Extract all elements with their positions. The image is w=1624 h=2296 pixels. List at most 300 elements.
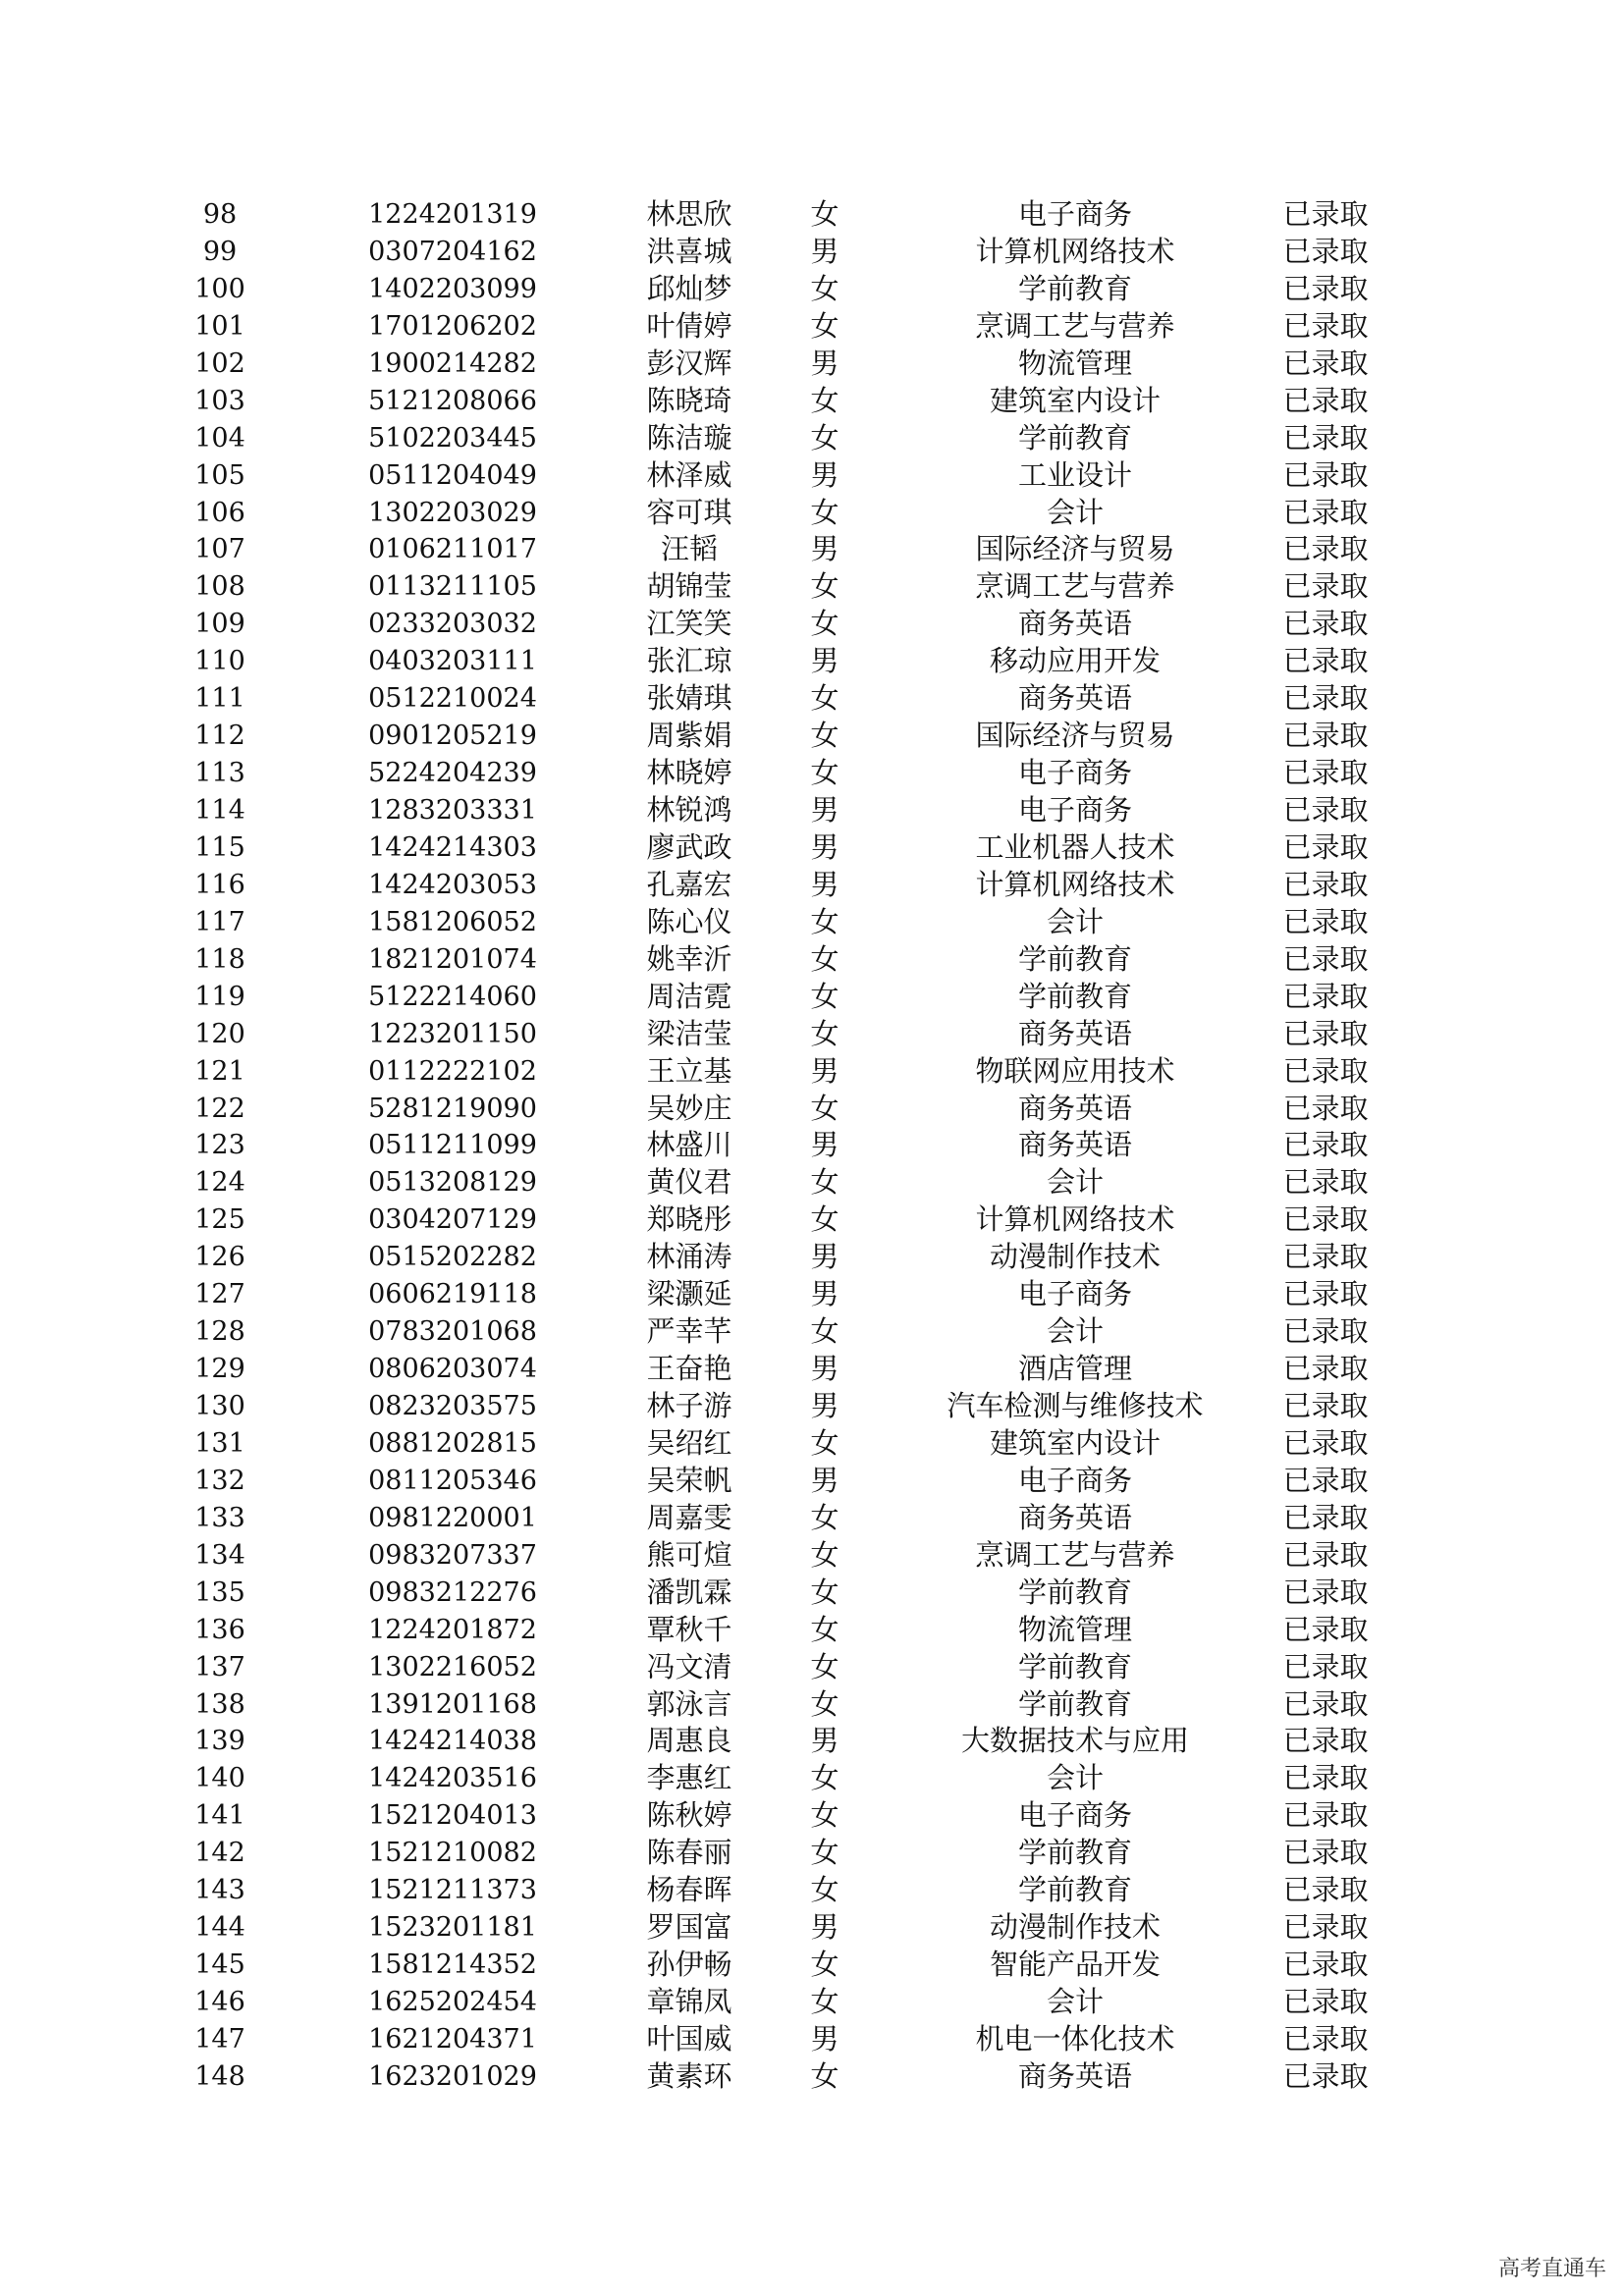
major: 商务英语: [1017, 2058, 1132, 2093]
candidate-id: 1581214352: [368, 1949, 537, 1981]
row-number: 101: [194, 310, 245, 342]
admission-status: 已录取: [1282, 420, 1369, 454]
major: 会计: [1046, 1985, 1104, 2018]
candidate-id: 0981220001: [368, 1502, 537, 1533]
admission-status: 已录取: [1282, 1537, 1369, 1572]
student-name: 林盛川: [646, 1128, 732, 1162]
major: 商务英语: [1017, 1128, 1132, 1162]
table-row: [0, 792, 1624, 829]
table-row: [0, 1127, 1624, 1164]
candidate-id: 1623201029: [368, 2060, 537, 2092]
candidate-id: 0513208129: [368, 1167, 537, 1199]
table-row: [0, 1760, 1624, 1797]
admission-status: 已录取: [1282, 2021, 1369, 2056]
candidate-id: 1424214303: [368, 831, 537, 863]
row-number: 116: [194, 869, 245, 900]
table-row: [0, 643, 1624, 680]
table-row: [0, 495, 1624, 532]
table-row: [0, 1276, 1624, 1313]
major: 工业机器人技术: [975, 829, 1175, 864]
table-row: [0, 680, 1624, 718]
row-number: 106: [194, 497, 245, 528]
gender: 女: [810, 1314, 839, 1349]
table-row: [0, 1686, 1624, 1724]
student-name: 汪韬: [660, 532, 718, 566]
table-row: [0, 1500, 1624, 1537]
major: 机电一体化技术: [975, 2021, 1175, 2056]
row-number: 139: [194, 1726, 245, 1757]
gender: 女: [810, 607, 839, 641]
major: 会计: [1046, 1165, 1104, 1200]
gender: 男: [810, 2021, 839, 2056]
major: 学前教育: [1017, 1649, 1132, 1683]
gender: 男: [810, 1910, 839, 1945]
student-name: 林泽威: [646, 457, 732, 492]
admission-status: 已录取: [1282, 1091, 1369, 1125]
admission-status: 已录取: [1282, 1277, 1369, 1311]
gender: 女: [810, 1202, 839, 1237]
major: 烹调工艺与营养: [975, 1537, 1175, 1572]
student-name: 黄仪君: [646, 1165, 732, 1200]
gender: 男: [810, 1389, 839, 1422]
major: 动漫制作技术: [989, 1910, 1161, 1945]
admission-status: 已录取: [1282, 457, 1369, 492]
major: 商务英语: [1017, 681, 1132, 716]
admission-status: 已录取: [1282, 569, 1369, 604]
gender: 女: [810, 1575, 839, 1609]
candidate-id: 0901205219: [368, 721, 537, 752]
admission-status: 已录取: [1282, 1724, 1369, 1758]
table-row: [0, 755, 1624, 792]
student-name: 吴妙庄: [646, 1091, 732, 1125]
major: 智能产品开发: [989, 1948, 1161, 1982]
admission-status: 已录取: [1282, 234, 1369, 268]
admission-status: 已录取: [1282, 867, 1369, 901]
major: 电子商务: [1017, 1463, 1132, 1497]
row-number: 128: [194, 1316, 245, 1348]
major: 会计: [1046, 904, 1104, 938]
table-row: [0, 1947, 1624, 1984]
row-number: 123: [194, 1130, 245, 1161]
row-number: 133: [194, 1502, 245, 1533]
student-name: 周惠良: [646, 1724, 732, 1758]
candidate-id: 0983212276: [368, 1576, 537, 1608]
row-number: 103: [194, 385, 245, 416]
gender: 男: [810, 829, 839, 864]
major: 电子商务: [1017, 1277, 1132, 1311]
student-name: 王立基: [646, 1053, 732, 1088]
gender: 女: [810, 1091, 839, 1125]
student-name: 杨春晖: [646, 1873, 732, 1907]
candidate-id: 0606219118: [368, 1279, 537, 1310]
major: 商务英语: [1017, 607, 1132, 641]
candidate-id: 1283203331: [368, 795, 537, 826]
major: 学前教育: [1017, 1873, 1132, 1907]
major: 学前教育: [1017, 1836, 1132, 1870]
candidate-id: 0113211105: [368, 571, 537, 603]
table-row: [0, 1091, 1624, 1128]
table-row: [0, 568, 1624, 606]
student-name: 容可琪: [646, 495, 732, 529]
major: 会计: [1046, 1761, 1104, 1795]
row-number: 135: [194, 1576, 245, 1608]
gender: 男: [810, 234, 839, 268]
table-row: [0, 718, 1624, 755]
gender: 女: [810, 681, 839, 716]
student-name: 林涌涛: [646, 1240, 732, 1274]
admission-status: 已录取: [1282, 1389, 1369, 1422]
admission-status: 已录取: [1282, 271, 1369, 305]
table-row: [0, 1016, 1624, 1053]
row-number: 125: [194, 1204, 245, 1236]
candidate-id: 0233203032: [368, 609, 537, 640]
row-number: 145: [194, 1949, 245, 1981]
gender: 女: [810, 1798, 839, 1833]
admission-status: 已录取: [1282, 607, 1369, 641]
major: 酒店管理: [1017, 1352, 1132, 1386]
gender: 女: [810, 756, 839, 790]
row-number: 124: [194, 1167, 245, 1199]
student-name: 胡锦莹: [646, 569, 732, 604]
table-row: [0, 979, 1624, 1016]
major: 商务英语: [1017, 1016, 1132, 1050]
student-name: 罗国富: [646, 1910, 732, 1945]
admission-status: 已录取: [1282, 308, 1369, 343]
admission-status: 已录取: [1282, 1016, 1369, 1050]
row-number: 117: [194, 906, 245, 937]
table-row: [0, 196, 1624, 234]
admission-status: 已录取: [1282, 1836, 1369, 1870]
table-row: [0, 941, 1624, 979]
student-name: 郑晓彤: [646, 1202, 732, 1237]
gender: 女: [810, 420, 839, 454]
table-row: [0, 1537, 1624, 1575]
major: 物流管理: [1017, 1612, 1132, 1646]
table-row: [0, 1723, 1624, 1760]
student-name: 叶国威: [646, 2021, 732, 2056]
student-name: 江笑笑: [646, 607, 732, 641]
major: 大数据技术与应用: [960, 1724, 1189, 1758]
admission-status: 已录取: [1282, 1240, 1369, 1274]
candidate-id: 0823203575: [368, 1391, 537, 1421]
table-row: [0, 1835, 1624, 1872]
admission-status: 已录取: [1282, 1575, 1369, 1609]
candidate-id: 0811205346: [368, 1465, 537, 1496]
gender: 女: [810, 308, 839, 343]
admission-status: 已录取: [1282, 1500, 1369, 1534]
table-row: [0, 867, 1624, 904]
admission-status: 已录取: [1282, 644, 1369, 678]
candidate-id: 1521210082: [368, 1838, 537, 1869]
table-row: [0, 1239, 1624, 1276]
student-name: 严幸芊: [646, 1314, 732, 1349]
row-number: 143: [194, 1875, 245, 1906]
major: 动漫制作技术: [989, 1240, 1161, 1274]
row-number: 107: [194, 534, 245, 565]
candidate-id: 1900214282: [368, 347, 537, 379]
table-row: [0, 606, 1624, 643]
candidate-id: 1521204013: [368, 1800, 537, 1832]
gender: 女: [810, 1761, 839, 1795]
admission-status: 已录取: [1282, 1761, 1369, 1795]
gender: 女: [810, 1948, 839, 1982]
major: 电子商务: [1017, 197, 1132, 231]
major: 烹调工艺与营养: [975, 569, 1175, 604]
student-name: 张汇琼: [646, 644, 732, 678]
candidate-id: 1625202454: [368, 1987, 537, 2017]
admission-status: 已录取: [1282, 681, 1369, 716]
admission-status: 已录取: [1282, 1352, 1369, 1386]
table-row: [0, 1797, 1624, 1835]
major: 计算机网络技术: [975, 867, 1175, 901]
row-number: 138: [194, 1688, 245, 1720]
candidate-id: 0304207129: [368, 1204, 537, 1236]
table-row: [0, 1649, 1624, 1686]
major: 学前教育: [1017, 1575, 1132, 1609]
row-number: 119: [194, 981, 245, 1012]
candidate-id: 0512210024: [368, 683, 537, 715]
student-name: 张婧琪: [646, 681, 732, 716]
gender: 女: [810, 1649, 839, 1683]
row-number: 118: [194, 943, 245, 975]
student-name: 廖武政: [646, 829, 732, 864]
table-row: [0, 457, 1624, 495]
gender: 女: [810, 1165, 839, 1200]
student-name: 周紫娟: [646, 719, 732, 753]
student-name: 黄素环: [646, 2058, 732, 2093]
candidate-id: 0881202815: [368, 1427, 537, 1459]
student-name: 孔嘉宏: [646, 867, 732, 901]
candidate-id: 0515202282: [368, 1242, 537, 1273]
admission-status: 已录取: [1282, 532, 1369, 566]
major: 会计: [1046, 495, 1104, 529]
gender: 男: [810, 1240, 839, 1274]
table-row: [0, 346, 1624, 383]
gender: 男: [810, 457, 839, 492]
student-name: 孙伊畅: [646, 1948, 732, 1982]
gender: 男: [810, 1053, 839, 1088]
admission-status: 已录取: [1282, 1910, 1369, 1945]
row-number: 129: [194, 1354, 245, 1385]
student-name: 章锦凤: [646, 1985, 732, 2018]
student-name: 潘凯霖: [646, 1575, 732, 1609]
gender: 女: [810, 1500, 839, 1534]
gender: 女: [810, 1425, 839, 1460]
major: 物流管理: [1017, 346, 1132, 380]
gender: 男: [810, 1724, 839, 1758]
major: 国际经济与贸易: [975, 532, 1175, 566]
gender: 男: [810, 1463, 839, 1497]
row-number: 147: [194, 2023, 245, 2055]
admission-status: 已录取: [1282, 1425, 1369, 1460]
row-number: 112: [194, 721, 245, 752]
major: 学前教育: [1017, 979, 1132, 1013]
admission-status: 已录取: [1282, 1948, 1369, 1982]
candidate-id: 0307204162: [368, 236, 537, 267]
candidate-id: 0783201068: [368, 1316, 537, 1348]
gender: 女: [810, 1686, 839, 1721]
table-row: [0, 420, 1624, 457]
row-number: 99: [202, 236, 238, 267]
admission-status: 已录取: [1282, 1649, 1369, 1683]
gender: 男: [810, 1128, 839, 1162]
admission-status: 已录取: [1282, 1612, 1369, 1646]
student-name: 彭汉辉: [646, 346, 732, 380]
gender: 女: [810, 271, 839, 305]
candidate-id: 5102203445: [368, 422, 537, 454]
gender: 男: [810, 1352, 839, 1386]
row-number: 102: [194, 347, 245, 379]
major: 学前教育: [1017, 420, 1132, 454]
major: 会计: [1046, 1314, 1104, 1349]
major: 学前教育: [1017, 941, 1132, 976]
row-number: 121: [194, 1055, 245, 1087]
table-row: [0, 904, 1624, 941]
admission-status: 已录取: [1282, 1798, 1369, 1833]
major: 建筑室内设计: [989, 383, 1161, 417]
admission-status: 已录取: [1282, 979, 1369, 1013]
gender: 女: [810, 1016, 839, 1050]
major: 商务英语: [1017, 1500, 1132, 1534]
gender: 女: [810, 1985, 839, 2018]
row-number: 126: [194, 1242, 245, 1273]
admission-status: 已录取: [1282, 1985, 1369, 2018]
student-name: 梁灏延: [646, 1277, 732, 1311]
student-name: 李惠红: [646, 1761, 732, 1795]
row-number: 127: [194, 1279, 245, 1310]
student-name: 陈秋婷: [646, 1798, 732, 1833]
table-row: [0, 1164, 1624, 1201]
candidate-id: 0806203074: [368, 1354, 537, 1385]
gender: 女: [810, 2058, 839, 2093]
row-number: 140: [194, 1763, 245, 1794]
student-name: 吴绍红: [646, 1425, 732, 1460]
student-name: 周嘉雯: [646, 1500, 732, 1534]
candidate-id: 0511211099: [368, 1130, 537, 1161]
gender: 女: [810, 904, 839, 938]
admission-status: 已录取: [1282, 1165, 1369, 1200]
table-row: [0, 1053, 1624, 1091]
table-row: [0, 1351, 1624, 1388]
row-number: 132: [194, 1465, 245, 1496]
gender: 女: [810, 979, 839, 1013]
student-name: 陈晓琦: [646, 383, 732, 417]
candidate-id: 1521211373: [368, 1875, 537, 1906]
admission-table: [0, 196, 1624, 2096]
major: 国际经济与贸易: [975, 719, 1175, 753]
candidate-id: 1621204371: [368, 2023, 537, 2055]
table-row: [0, 1612, 1624, 1649]
row-number: 111: [194, 683, 245, 715]
table-row: [0, 829, 1624, 867]
admission-status: 已录取: [1282, 1128, 1369, 1162]
admission-status: 已录取: [1282, 793, 1369, 827]
admission-status: 已录取: [1282, 829, 1369, 864]
candidate-id: 5122214060: [368, 981, 537, 1012]
student-name: 邱灿梦: [646, 271, 732, 305]
gender: 男: [810, 1277, 839, 1311]
student-name: 周洁霓: [646, 979, 732, 1013]
student-name: 冯文清: [646, 1649, 732, 1683]
student-name: 梁洁莹: [646, 1016, 732, 1050]
major: 学前教育: [1017, 271, 1132, 305]
gender: 男: [810, 644, 839, 678]
table-row: [0, 308, 1624, 346]
row-number: 98: [202, 199, 238, 230]
gender: 女: [810, 719, 839, 753]
table-row: [0, 1909, 1624, 1947]
row-number: 142: [194, 1838, 245, 1869]
student-name: 郭泳言: [646, 1686, 732, 1721]
row-number: 131: [194, 1427, 245, 1459]
candidate-id: 1581206052: [368, 906, 537, 937]
table-row: [0, 531, 1624, 568]
row-number: 148: [194, 2060, 245, 2092]
table-row: [0, 1872, 1624, 1909]
table-row: [0, 1201, 1624, 1239]
admission-status: 已录取: [1282, 1053, 1369, 1088]
gender: 女: [810, 941, 839, 976]
student-name: 姚幸沂: [646, 941, 732, 976]
row-number: 144: [194, 1912, 245, 1944]
student-name: 熊可煊: [646, 1537, 732, 1572]
gender: 女: [810, 383, 839, 417]
candidate-id: 1424203516: [368, 1763, 537, 1794]
row-number: 141: [194, 1800, 245, 1832]
candidate-id: 1402203099: [368, 273, 537, 304]
row-number: 113: [194, 758, 245, 789]
candidate-id: 1224201319: [368, 199, 537, 230]
row-number: 114: [194, 795, 245, 826]
student-name: 林子游: [646, 1389, 732, 1422]
row-number: 110: [194, 646, 245, 677]
major: 工业设计: [1017, 457, 1132, 492]
candidate-id: 0112222102: [368, 1055, 537, 1087]
row-number: 120: [194, 1018, 245, 1049]
student-name: 林晓婷: [646, 756, 732, 790]
admission-status: 已录取: [1282, 1314, 1369, 1349]
major: 物联网应用技术: [975, 1053, 1175, 1088]
major: 电子商务: [1017, 1798, 1132, 1833]
row-number: 104: [194, 422, 245, 454]
admission-status: 已录取: [1282, 1873, 1369, 1907]
table-row: [0, 271, 1624, 308]
candidate-id: 1224201872: [368, 1614, 537, 1645]
row-number: 100: [194, 273, 245, 304]
major: 计算机网络技术: [975, 234, 1175, 268]
admission-status: 已录取: [1282, 1463, 1369, 1497]
admission-status: 已录取: [1282, 1686, 1369, 1721]
major: 计算机网络技术: [975, 1202, 1175, 1237]
candidate-id: 0106211017: [368, 534, 537, 565]
candidate-id: 5281219090: [368, 1093, 537, 1124]
candidate-id: 1523201181: [368, 1912, 537, 1944]
candidate-id: 1424203053: [368, 869, 537, 900]
row-number: 134: [194, 1539, 245, 1571]
admission-status: 已录取: [1282, 2058, 1369, 2093]
candidate-id: 1821201074: [368, 943, 537, 975]
candidate-id: 5121208066: [368, 385, 537, 416]
gender: 女: [810, 1873, 839, 1907]
row-number: 108: [194, 571, 245, 603]
admission-status: 已录取: [1282, 197, 1369, 231]
table-row: [0, 2021, 1624, 2058]
candidate-id: 1424214038: [368, 1726, 537, 1757]
admission-status: 已录取: [1282, 495, 1369, 529]
table-row: [0, 1984, 1624, 2021]
student-name: 叶倩婷: [646, 308, 732, 343]
gender: 女: [810, 197, 839, 231]
